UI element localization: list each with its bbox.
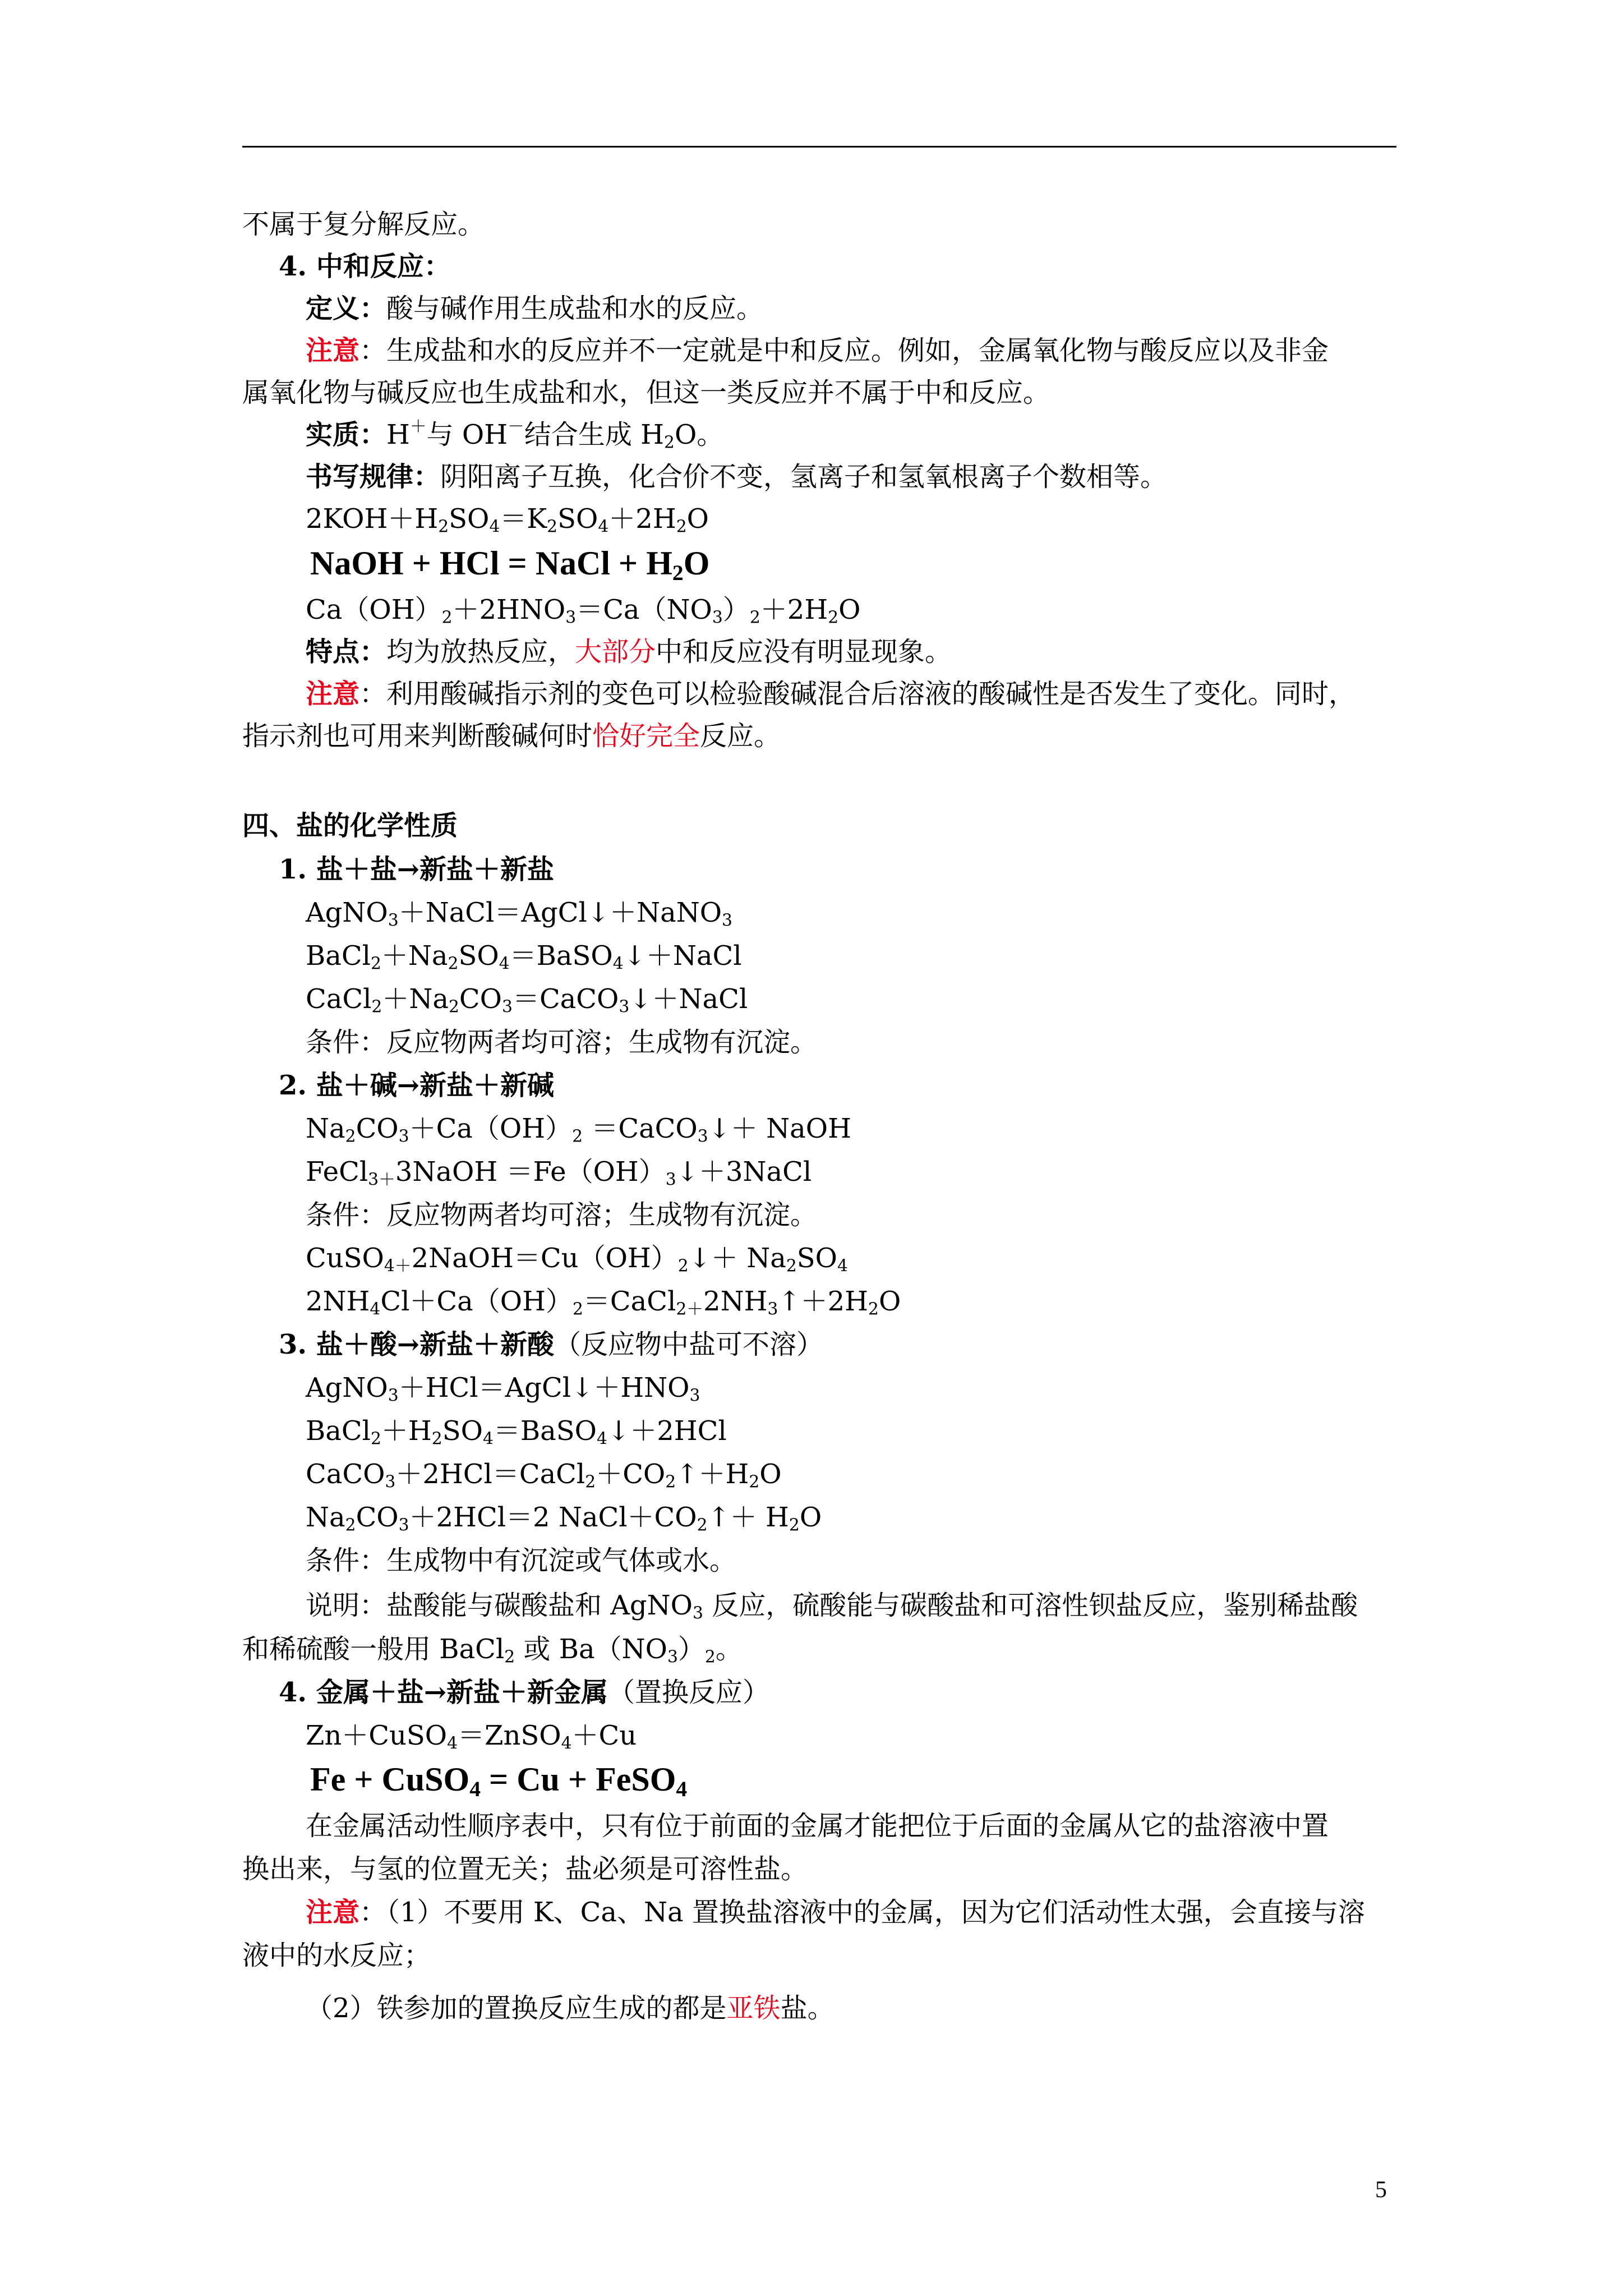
item4-note-highlight: 亚铁 xyxy=(726,1993,781,2024)
item4-note-line-1: 注意：（1）不要用 K、Ca、Na 置换盐溶液中的金属，因为它们活动性太强，会直接与溶 xyxy=(306,1897,1365,1928)
essence-label: 实质： xyxy=(306,419,387,450)
rule-text: 阴阳离子互换，化合价不变，氢离子和氢氧根离子个数相等。 xyxy=(440,461,1168,493)
item3-condition: 条件：生成物中有沉淀或气体或水。 xyxy=(306,1545,737,1576)
equation-bacl2-h2so4: $BaCl_2+H_2SO_4=BaSO_4↓+2HCl$ xyxy=(306,1415,727,1449)
item4-heading-note: （置换反应） xyxy=(608,1677,770,1708)
item1-condition: 条件：反应物两者均可溶；生成物有沉淀。 xyxy=(306,1027,818,1058)
item4-para-line-1: 在金属活动性顺序表中，只有位于前面的金属才能把位于后面的金属从它的盐溶液中置 xyxy=(306,1810,1329,1842)
item3-heading: 3. 盐＋酸→新盐＋新酸 xyxy=(279,1329,555,1360)
equation-cuso4-naoh: $CuSO_{4+}2NaOH=Cu(OH)_2↓+ Na_2SO_4$ xyxy=(306,1243,848,1276)
item2-heading: 2. 盐＋碱→新盐＋新碱 xyxy=(279,1070,555,1101)
essence-line: 实质：H＋与 OH－结合生成 $H_2O$。 xyxy=(306,417,724,453)
equation-koh: $2KOH+H_2SO_4=K_2SO_4+2H_2O$ xyxy=(306,503,709,537)
neutralization-heading: 4. 中和反应： xyxy=(279,251,451,282)
equation-naoh: NaOH + HCl = NaCl + $H_2O$ xyxy=(310,545,710,585)
rule-label: 书写规律： xyxy=(306,461,441,493)
equation-agno3-nacl: AgNO$_3$＋NaCl＝AgCl↓＋NaNO$_3$ xyxy=(306,897,732,931)
item3-explain-line-1: 说明：盐酸能与碳酸盐和 AgNO$_3$ 反应，硫酸能与碳酸盐和可溶性钡盐反应，鉴别稀盐酸 xyxy=(306,1590,1358,1623)
item4-para-line-2: 换出来，与氢的位置无关；盐必须是可溶性盐。 xyxy=(242,1853,808,1885)
section4-title: 四、盐的化学性质 xyxy=(242,810,458,841)
note2-line-2: 指示剂也可用来判断酸碱何时恰好完全反应。 xyxy=(242,720,781,752)
equation-na2co3-caoh2: $Na_2CO_3+Ca(OH)_2$ ＝CaCO$_3$↓＋ NaOH xyxy=(306,1113,852,1147)
item4-note-line-2: 液中的水反应； xyxy=(242,1940,431,1971)
note2-label: 注意 xyxy=(306,678,360,710)
header-rule xyxy=(242,146,1396,148)
item3-heading-note: （反应物中盐可不溶） xyxy=(554,1329,824,1360)
feature-line: 特点：均为放热反应，大部分中和反应没有明显现象。 xyxy=(306,636,952,668)
equation-fe-cuso4: Fe + CuSO$_4$ = Cu + FeSO$_4$ xyxy=(310,1761,688,1801)
item2-condition: 条件：反应物两者均可溶；生成物有沉淀。 xyxy=(306,1199,818,1231)
note2-line-1: 注意：利用酸碱指示剂的变色可以检验酸碱混合后溶液的酸碱性是否发生了变化。同时， xyxy=(306,678,1356,710)
rule-line xyxy=(306,459,1167,495)
item4-heading-line xyxy=(279,1674,769,1710)
definition-text: 酸与碱作用生成盐和水的反应。 xyxy=(386,293,764,324)
equation-caoh: $Ca(OH)_2+2HNO_3=Ca(NO_3)_2+2H_2O$ xyxy=(306,594,861,628)
equation-cacl2-na2co3: $CaCl_2+Na_2CO_3=CaCO_3↓+NaCl$ xyxy=(306,983,748,1017)
equation-nh4cl-caoh2: $2NH_4Cl+Ca(OH)_2=CaCl_{2+}2NH_3↑+2H_2O$ xyxy=(306,1286,901,1319)
item4-heading: 4. 金属＋盐→新盐＋新金属 xyxy=(279,1677,608,1708)
equation-na2co3-hcl: $Na_2CO_3+2HCl=2$ $NaCl+CO_2↑+ H_2O$ xyxy=(306,1502,822,1535)
item1-heading: 1. 盐＋盐→新盐＋新盐 xyxy=(279,854,555,885)
feature-highlight: 大部分 xyxy=(575,636,656,668)
intro-line: 不属于复分解反应。 xyxy=(242,209,485,240)
item4-note-label: 注意 xyxy=(306,1897,360,1928)
equation-fecl3-naoh: FeCl$_{3+}$3NaOH $=Fe(OH)_3↓+3NaCl$ xyxy=(306,1156,812,1190)
equation-agno3-hcl: $AgNO_3+HCl=AgCl↓+HNO_3$ xyxy=(306,1372,700,1406)
item3-heading-line xyxy=(279,1327,823,1363)
note2-highlight: 恰好完全 xyxy=(592,720,700,752)
definition-label: 定义： xyxy=(306,293,387,324)
note-line-2: 属氧化物与碱反应也生成盐和水，但这一类反应并不属于中和反应。 xyxy=(242,377,1050,408)
equation-zn-cuso4: Zn＋CuSO$_4$＝ZnSO$_4$＋Cu xyxy=(306,1720,637,1754)
page-number: 5 xyxy=(1375,2177,1387,2203)
item4-note-line-3: （2）铁参加的置换反应生成的都是亚铁盐。 xyxy=(306,1993,834,2024)
item3-explain-line-2: 和稀硫酸一般用 BaCl$_2$ 或 $Ba(NO_3)_2$。 xyxy=(242,1634,743,1667)
note-line-1 xyxy=(306,333,1329,369)
equation-caco3-hcl: $CaCO_3+2HCl=CaCl_2+CO_2↑+H_2O$ xyxy=(306,1458,782,1492)
note-text-1: ：生成盐和水的反应并不一定就是中和反应。例如，金属氧化物与酸反应以及非金 xyxy=(359,335,1329,366)
feature-label: 特点： xyxy=(306,636,387,668)
equation-bacl2-na2so4: $BaCl_2+Na_2SO_4=BaSO_4↓+NaCl$ xyxy=(306,940,742,974)
definition-line xyxy=(306,291,763,326)
note-label: 注意 xyxy=(306,335,360,366)
